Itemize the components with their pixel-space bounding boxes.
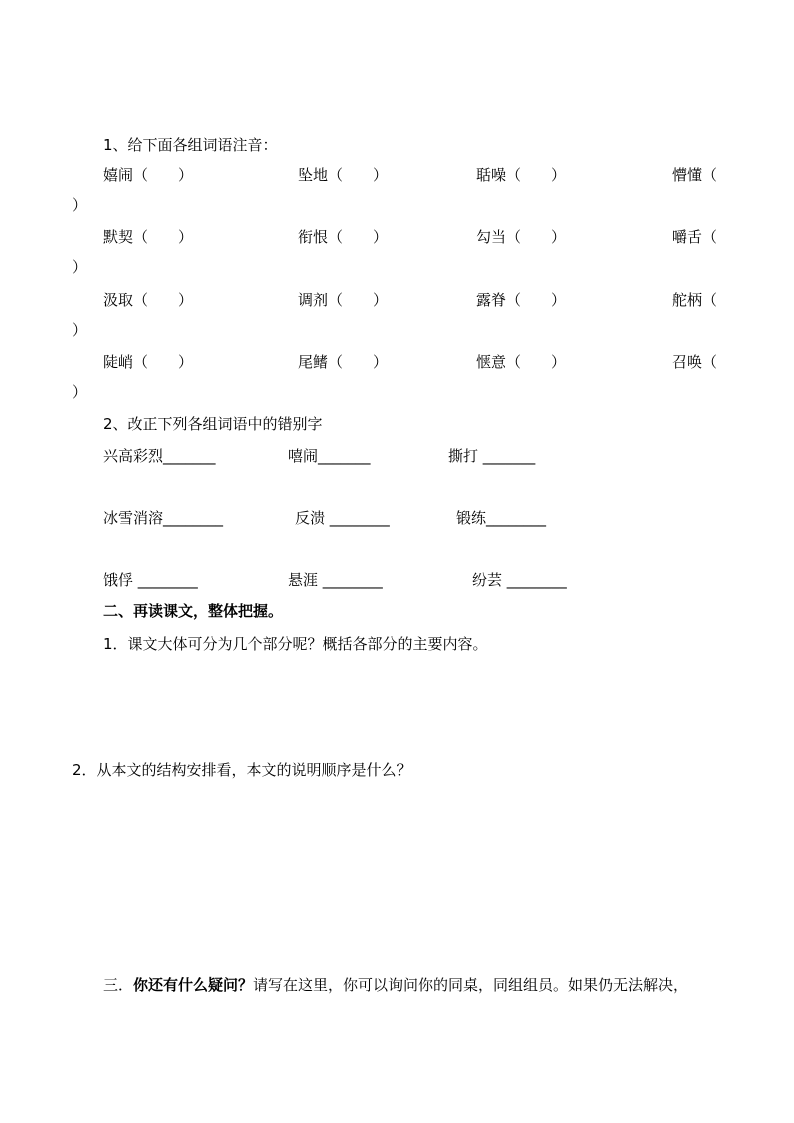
pinyin-word: 聒噪（ ） <box>476 166 567 184</box>
correction-item: 饿俘 ________ <box>103 571 198 589</box>
section2-question-1: 1．课文大体可分为几个部分呢？概括各部分的主要内容。 <box>103 635 488 653</box>
pinyin-word: 勾当（ ） <box>476 228 567 246</box>
correction-item: 反溃 ________ <box>295 509 390 527</box>
wrapped-paren: ） <box>72 196 88 214</box>
pinyin-word: 衔恨（ ） <box>298 228 389 246</box>
pinyin-word: 惬意（ ） <box>476 353 567 371</box>
pinyin-word: 陡峭（ ） <box>103 353 194 371</box>
correction-item: 兴高彩烈_______ <box>103 447 216 465</box>
pinyin-word: 默契（ ） <box>103 228 194 246</box>
section2-heading: 二、再读课文，整体把握。 <box>103 602 284 620</box>
pinyin-word: 调剂（ ） <box>298 291 389 309</box>
pinyin-word: 坠地（ ） <box>298 166 389 184</box>
pinyin-word: 嚼舌（ <box>672 228 718 246</box>
q1-title: 1、给下面各组词语注音： <box>103 136 278 154</box>
pinyin-word: 召唤（ <box>672 353 718 371</box>
correction-item: 锻练________ <box>456 509 547 527</box>
section2-question-2: 2．从本文的结构安排看，本文的说明顺序是什么？ <box>72 761 412 779</box>
section3-prefix: 三． <box>103 976 134 994</box>
section3-instruction: 请写在这里，你可以询问你的同桌，同组组员。如果仍无法解决， <box>253 976 689 994</box>
pinyin-word: 汲取（ ） <box>103 291 194 309</box>
pinyin-word: 露脊（ ） <box>476 291 567 309</box>
pinyin-word: 尾鳍（ ） <box>298 353 389 371</box>
correction-item: 冰雪消溶________ <box>103 509 224 527</box>
pinyin-word: 舵柄（ <box>672 291 718 309</box>
correction-item: 纷芸 ________ <box>472 571 567 589</box>
correction-item: 撕打 _______ <box>448 447 536 465</box>
section3-question: 你还有什么疑问？ <box>133 976 254 994</box>
section3-line <box>103 975 688 995</box>
q2-title: 2、改正下列各组词语中的错别字 <box>103 415 323 433</box>
pinyin-word: 懵懂（ <box>672 166 718 184</box>
pinyin-word: 嬉闹（ ） <box>103 166 194 184</box>
correction-item: 悬涯 ________ <box>288 571 383 589</box>
correction-item: 嘻闹_______ <box>288 447 371 465</box>
wrapped-paren: ） <box>72 258 88 276</box>
wrapped-paren: ） <box>72 321 88 339</box>
wrapped-paren: ） <box>72 383 88 401</box>
